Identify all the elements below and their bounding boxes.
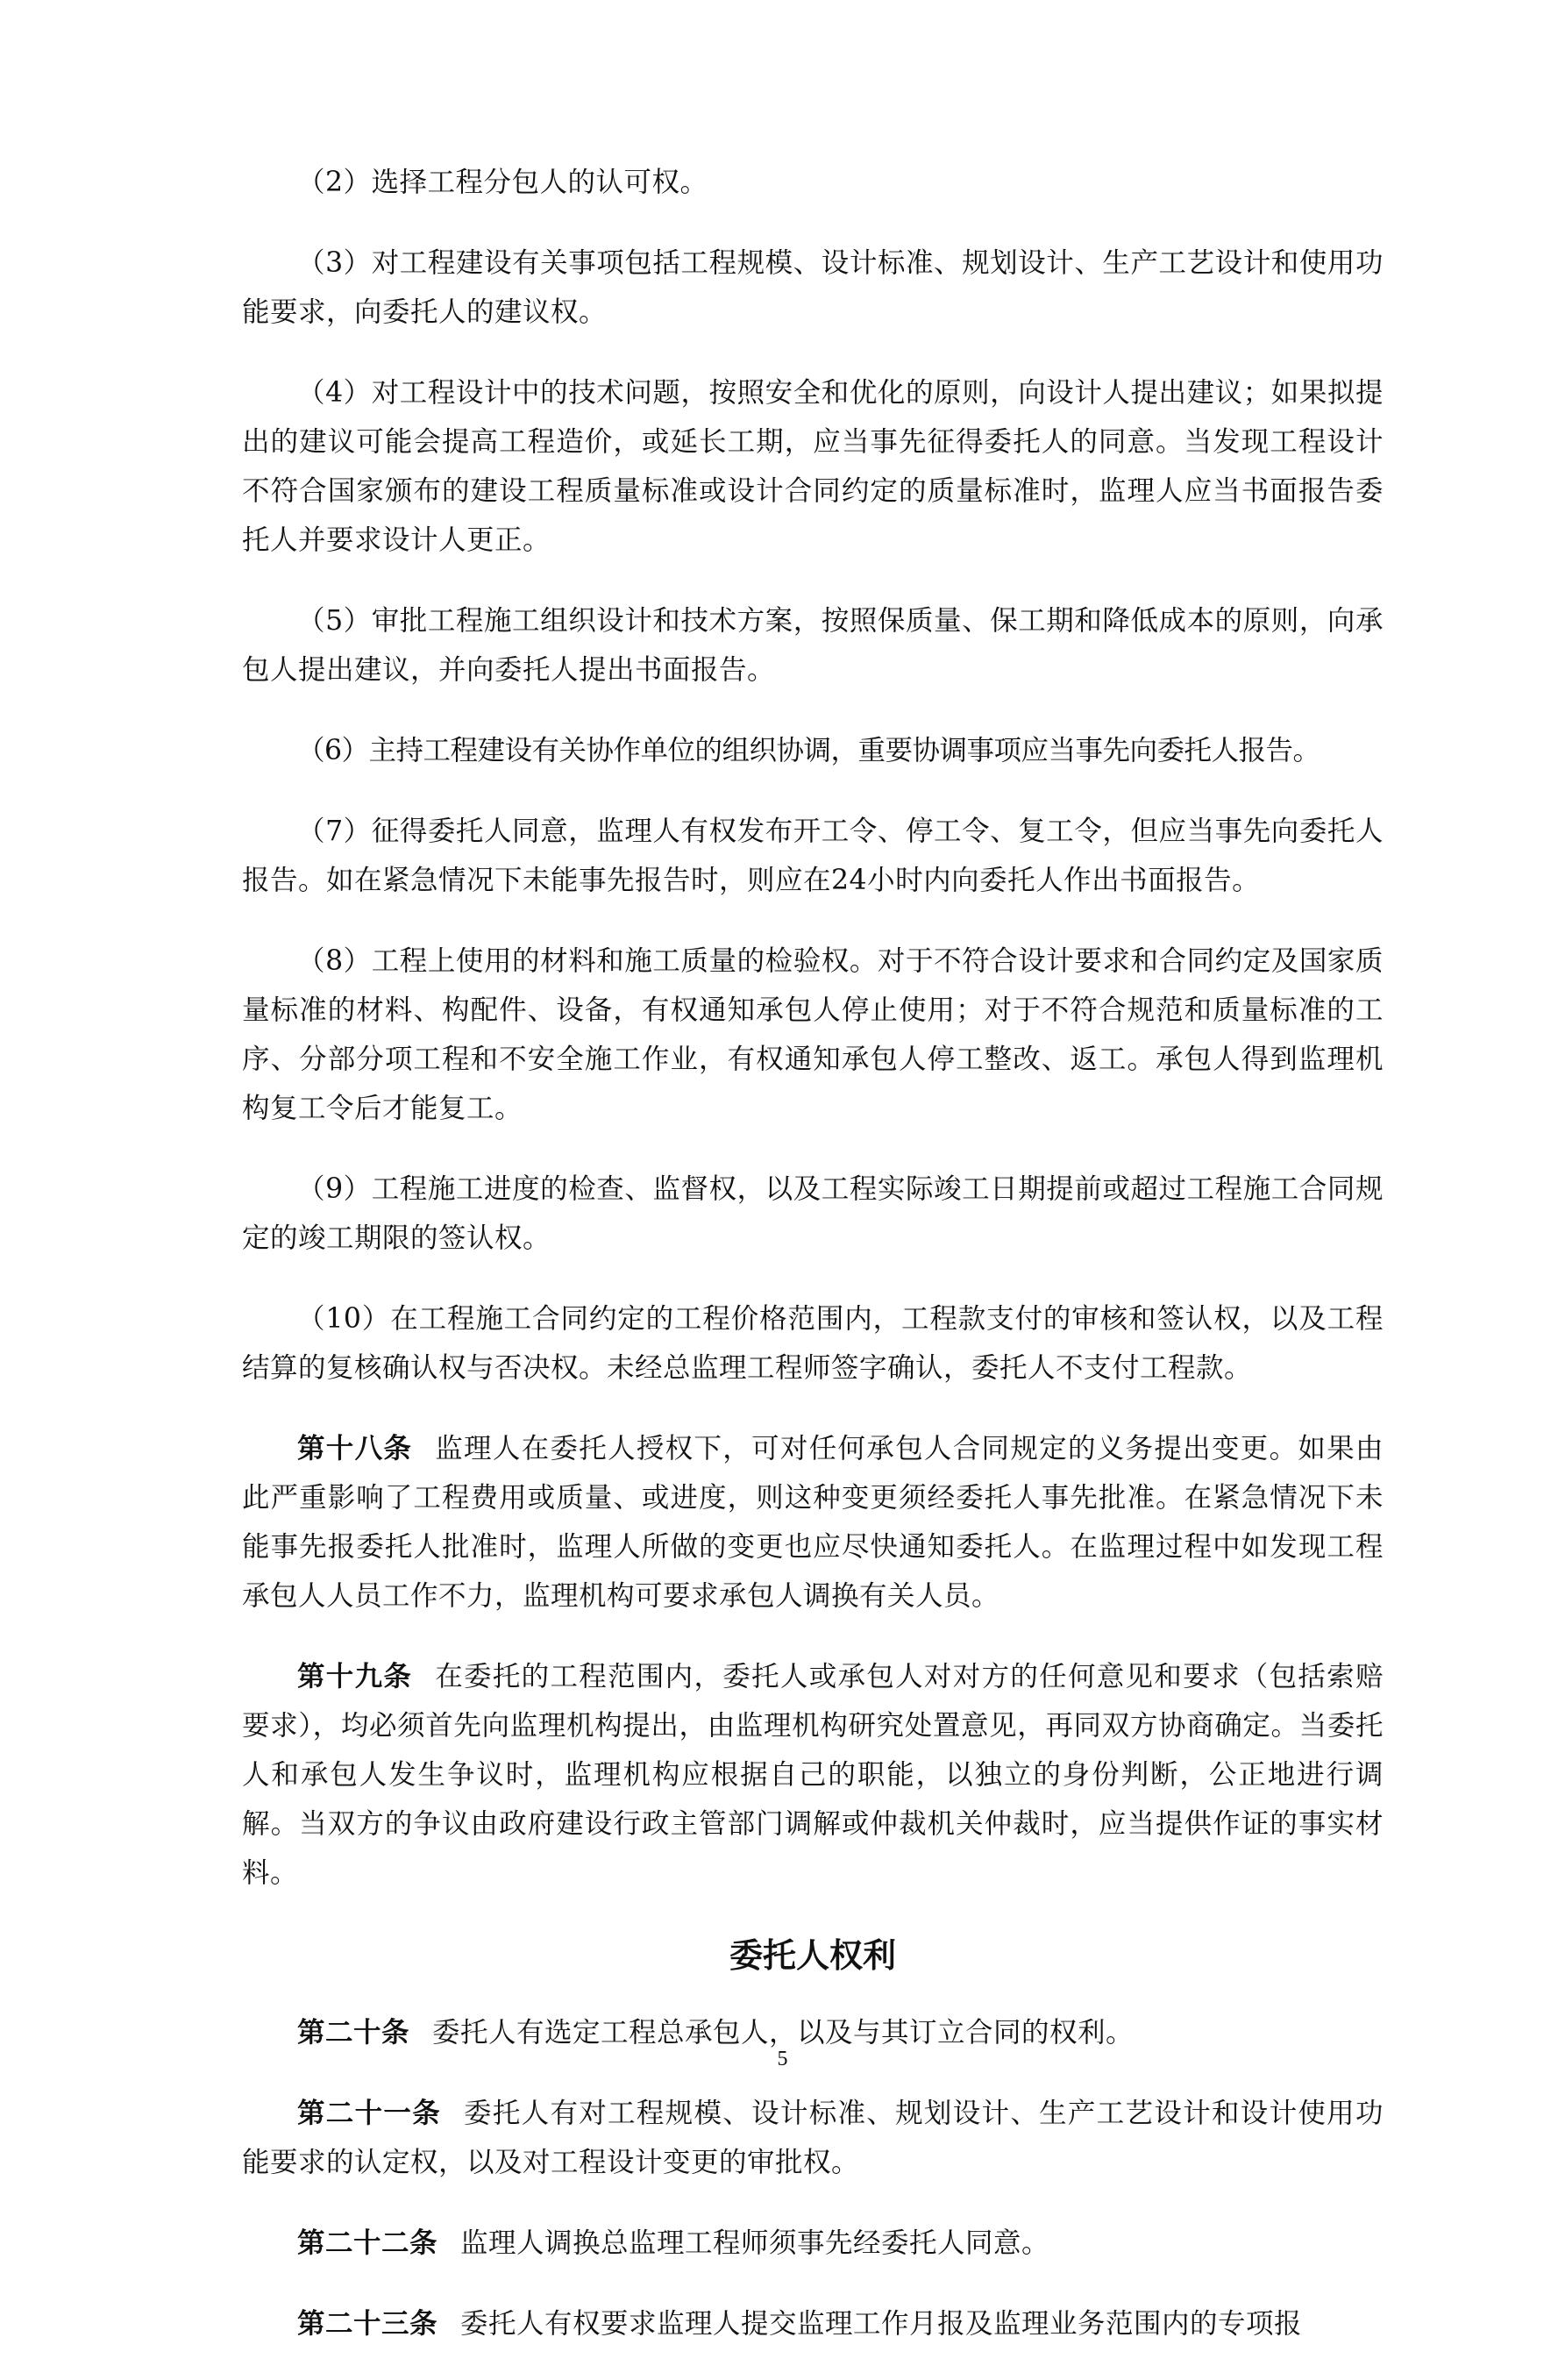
list-item: （10）在工程施工合同约定的工程价格范围内，工程款支付的审核和签认权，以及工程结算的复核确认权与否决权。未经总监理工程师签字确认，委托人不支付工程款。 (242, 1303, 1384, 1384)
article-text: 委托人有权要求监理人提交监理工作月报及监理业务范围内的专项报 (460, 2308, 1303, 2340)
article-text: 在委托的工程范围内，委托人或承包人对对方的任何意见和要求（包括索赔要求），均必须首先向监理机构提出，由监理机构研究处置意见，再同双方协商确定。当委托人和承包人发生争议时，监理机构应根据自己的职能，以独立的身份判断，公正地进行调解。当双方的争议由政府建设行政主管部门调解或仲裁机关仲裁时，应当提供作证的事实材料。 (242, 1661, 1384, 1889)
list-item: （2）选择工程分包人的认可权。 (297, 167, 708, 198)
article-text: 监理人调换总监理工程师须事先经委托人同意。 (460, 2227, 1050, 2259)
article-number: 第十八条 (297, 1432, 413, 1464)
list-item: （3）对工程建设有关事项包括工程规模、设计标准、规划设计、生产工艺设计和使用功能要求，向委托人的建议权。 (242, 247, 1384, 328)
article-number: 第二十条 (297, 2016, 410, 2049)
list-item: （8）工程上使用的材料和施工质量的检验权。对于不符合设计要求和合同约定及国家质量标准的材料、构配件、设备，有权通知承包人停止使用；对于不符合规范和质量标准的工序、分部分项工程和不安全施工作业，有权通知承包人停工整改、返工。承包人得到监理机构复工令后才能复工。 (242, 945, 1384, 1124)
list-item: （4）对工程设计中的技术问题，按照安全和优化的原则，向设计人提出建议；如果拟提出的建议可能会提高工程造价，或延长工期，应当事先征得委托人的同意。当发现工程设计不符合国家颁布的建设工程质量标准或设计合同约定的质量标准时，监理人应当书面报告委托人并要求设计人更正。 (242, 377, 1384, 556)
article-number: 第十九条 (297, 1660, 413, 1692)
article-21 (242, 2089, 1384, 2187)
article-23 (242, 2299, 1384, 2348)
list-item: （7）征得委托人同意，监理人有权发布开工令、停工令、复工令，但应当事先向委托人报告。如在紧急情况下未能事先报告时，则应在24小时内向委托人作出书面报告。 (242, 816, 1384, 896)
list-item: （6）主持工程建设有关协作单位的组织协调，重要协调事项应当事先向委托人报告。 (297, 735, 1320, 766)
article-22 (242, 2219, 1384, 2268)
page-number: 5 (777, 2048, 788, 2070)
article-number: 第二十二条 (297, 2227, 438, 2259)
list-item: （9）工程施工进度的检查、监督权，以及工程实际竣工日期提前或超过工程施工合同规定的竣工期限的签认权。 (242, 1173, 1384, 1254)
section-heading: 委托人权利 (729, 1936, 896, 1975)
article-text: 委托人有选定工程总承包人，以及与其订立合同的权利。 (432, 2017, 1135, 2049)
article-18 (242, 1424, 1384, 1621)
article-19 (242, 1652, 1384, 1898)
article-number: 第二十三条 (297, 2307, 438, 2340)
list-item: （5）审批工程施工组织设计和技术方案，按照保质量、保工期和降低成本的原则，向承包人提出建议，并向委托人提出书面报告。 (242, 605, 1384, 686)
article-text: 委托人有对工程规模、设计标准、规划设计、生产工艺设计和设计使用功能要求的认定权，以及对工程设计变更的审批权。 (242, 2098, 1384, 2178)
article-number: 第二十一条 (297, 2097, 442, 2129)
article-text: 监理人在委托人授权下，可对任何承包人合同规定的义务提出变更。如果由此严重影响了工程费用或质量、或进度，则这种变更须经委托人事先批准。在紧急情况下未能事先报委托人批准时，监理人所做的变更也应尽快通知委托人。在监理过程中如发现工程承包人人员工作不力，监理机构可要求承包人调换有关人员。 (242, 1433, 1384, 1612)
document-body (242, 158, 1384, 2380)
